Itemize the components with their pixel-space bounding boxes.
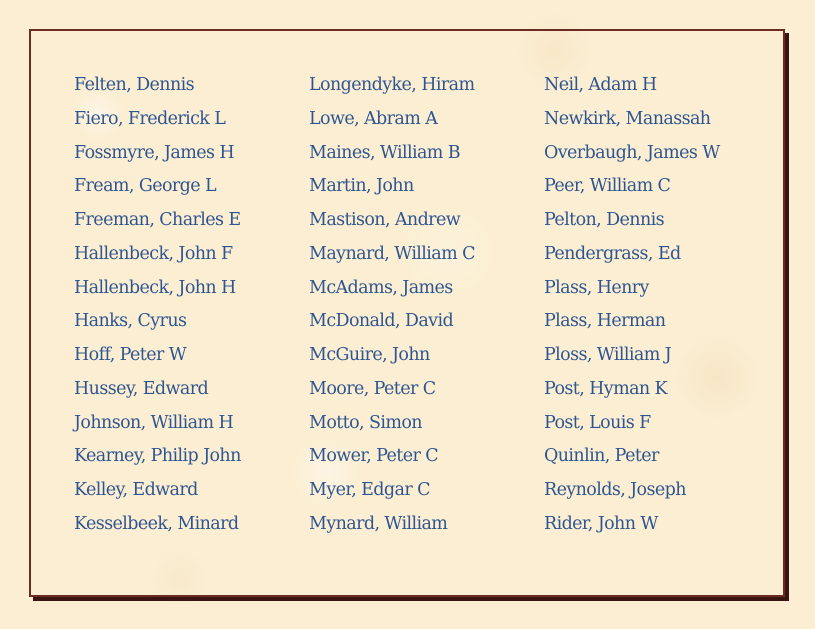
- name-entry: Hussey, Edward: [74, 378, 209, 399]
- name-entry: Felten, Dennis: [74, 75, 195, 95]
- name-entry: Kearney, Philip John: [74, 446, 241, 467]
- name-entry: Myer, Edgar C: [309, 480, 430, 500]
- name-entry: Fiero, Frederick L: [74, 108, 226, 129]
- name-entry: Reynolds, Joseph: [544, 480, 686, 500]
- name-entry: Post, Louis F: [544, 412, 651, 433]
- name-entry: Hanks, Cyrus: [74, 311, 187, 332]
- name-entry: Ploss, William J: [544, 345, 672, 365]
- name-entry: Mastison, Andrew: [309, 210, 461, 230]
- name-entry: Hallenbeck, John F: [74, 243, 233, 264]
- name-entry: Longendyke, Hiram: [309, 75, 475, 95]
- name-entry: Motto, Simon: [309, 412, 422, 433]
- name-entry: McAdams, James: [309, 277, 453, 298]
- names-column-2: [309, 74, 475, 547]
- name-entry: Freeman, Charles E: [74, 210, 241, 230]
- name-entry: Quinlin, Peter: [544, 446, 659, 467]
- name-entry: Post, Hyman K: [544, 378, 668, 399]
- name-entry: Rider, John W: [544, 513, 658, 534]
- names-column-1: [74, 74, 241, 547]
- name-entry: Plass, Herman: [544, 311, 666, 332]
- name-entry: Hoff, Peter W: [74, 345, 187, 365]
- name-entry: Overbaugh, James W: [544, 142, 720, 163]
- name-entry: Johnson, William H: [74, 412, 234, 433]
- name-entry: Mynard, William: [309, 513, 448, 534]
- name-entry: Fream, George L: [74, 176, 216, 197]
- name-entry: Mower, Peter C: [309, 446, 439, 467]
- name-entry: Kelley, Edward: [74, 480, 198, 500]
- name-entry: Newkirk, Manassah: [544, 108, 711, 129]
- name-entry: Pelton, Dennis: [544, 210, 665, 230]
- name-entry: Maynard, William C: [309, 243, 475, 264]
- name-entry: McGuire, John: [309, 345, 430, 365]
- name-entry: Fossmyre, James H: [74, 142, 235, 163]
- name-entry: Plass, Henry: [544, 277, 649, 298]
- name-entry: Moore, Peter C: [309, 378, 436, 399]
- name-entry: Lowe, Abram A: [309, 108, 438, 129]
- name-entry: Pendergrass, Ed: [544, 243, 681, 264]
- names-column-3: [544, 74, 720, 547]
- name-entry: Kesselbeek, Minard: [74, 513, 239, 534]
- name-entry: Martin, John: [309, 176, 414, 197]
- name-entry: Neil, Adam H: [544, 75, 657, 95]
- name-entry: Hallenbeck, John H: [74, 277, 236, 298]
- name-entry: Maines, William B: [309, 142, 461, 163]
- names-panel: [29, 29, 785, 597]
- name-entry: McDonald, David: [309, 311, 454, 332]
- name-entry: Peer, William C: [544, 176, 671, 197]
